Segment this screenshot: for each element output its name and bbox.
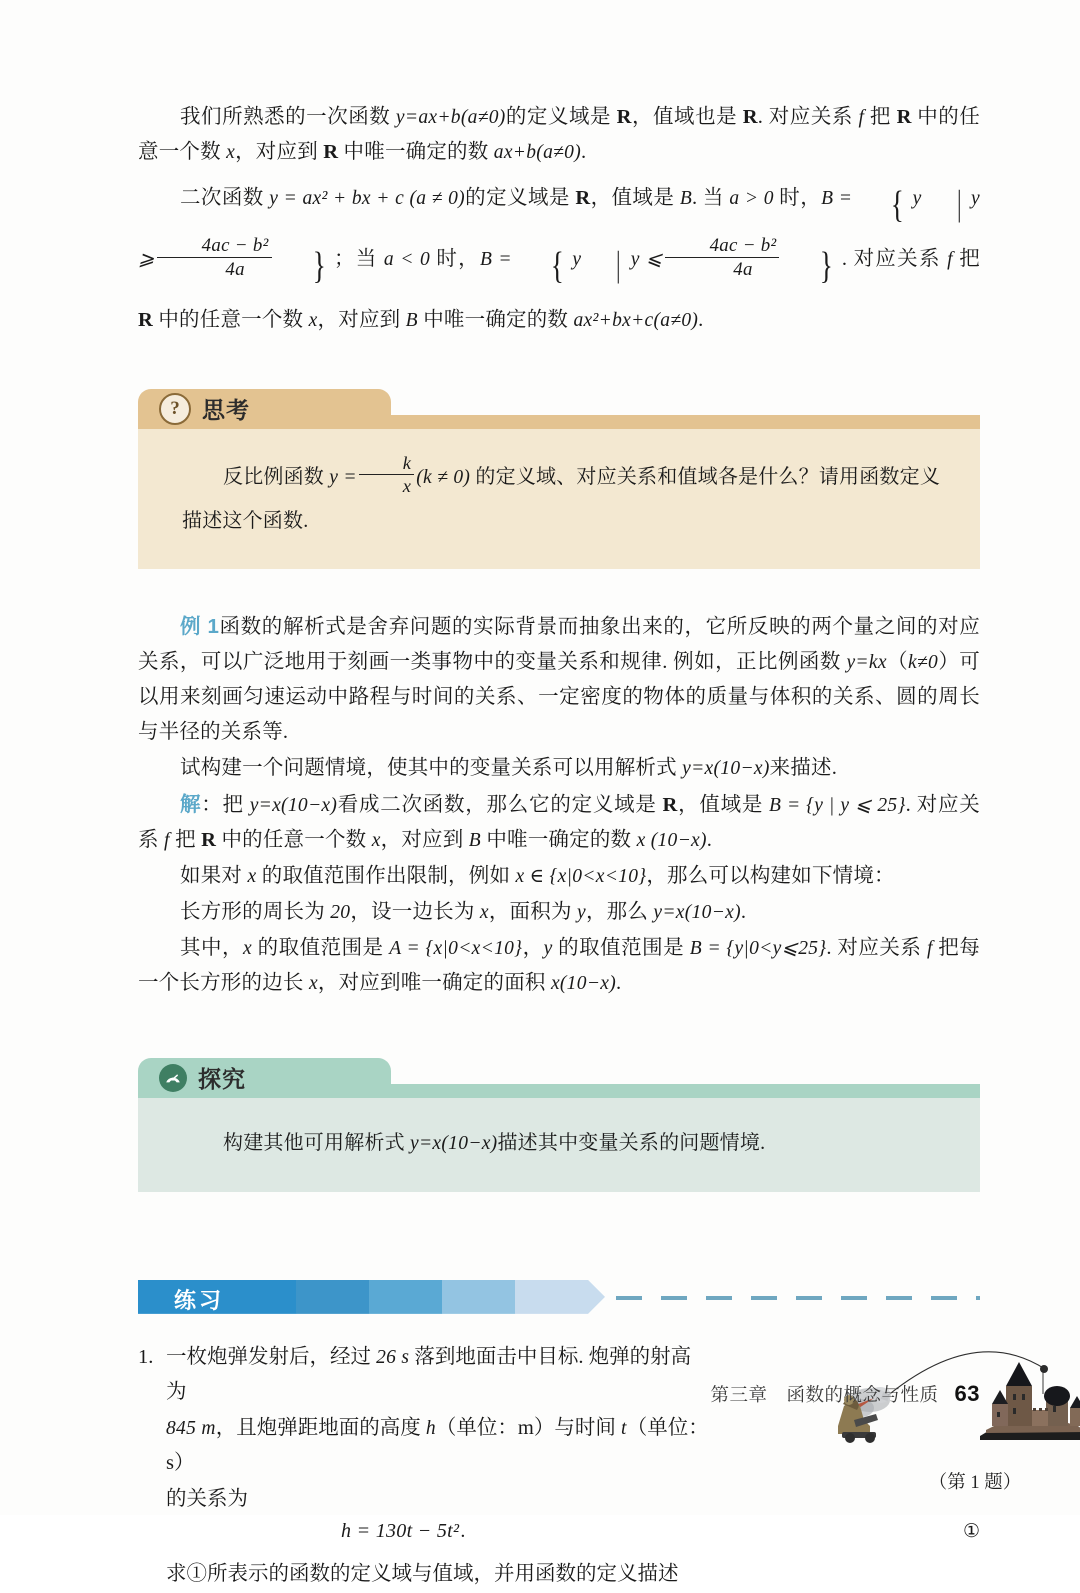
- exercise-dashed-line: [616, 1296, 980, 1300]
- example-paragraph-6: [138, 931, 980, 1001]
- set-divider-1: |: [956, 182, 962, 223]
- example-p3-math-3: x (10−x): [636, 829, 707, 851]
- example-p3-symbol-B: B: [468, 829, 481, 851]
- fraction-2-numerator: 4ac − b²: [665, 235, 780, 258]
- set2-relation: y ⩽: [630, 248, 663, 270]
- exercise-chevron-1: [138, 1280, 313, 1314]
- think-fraction-numerator: k: [359, 453, 414, 476]
- footer-page-number: 63: [954, 1381, 980, 1406]
- example-p4-text-a: 如果对: [180, 864, 248, 887]
- example-p3-symbol-x: x: [371, 829, 381, 851]
- intro-p2-symbol-B1: B: [679, 188, 693, 209]
- example-p6-math-1: A = {x|0<x<10}: [389, 937, 523, 959]
- exercise-list: [138, 1340, 1022, 1593]
- set1-variable: y: [912, 188, 922, 209]
- example-p3-text-a: ：把: [201, 793, 250, 816]
- example-p3-symbol-f: f: [164, 829, 170, 851]
- example-p5-symbol-x: x: [479, 901, 489, 923]
- example-p6-symbol-x: x: [243, 937, 252, 959]
- set-divider-2: |: [616, 243, 621, 284]
- example-p3-text-h: ，对应到: [380, 828, 469, 851]
- example-p6-text-i: .: [616, 971, 622, 994]
- ex1-text-b: 落到地面击中目标. 炮弹的射高为: [166, 1345, 692, 1404]
- example-p3-text-d: . 对应关系: [138, 793, 981, 851]
- intro-p1-symbol-f: f: [858, 107, 865, 128]
- example-p3-math-2: B = {y | y ⩽ 25}: [769, 794, 906, 816]
- example-p3-text-g: 中的任意一个数: [216, 828, 372, 851]
- intro-p2-symbol-B2: B =: [821, 188, 853, 209]
- example-p4-math: x ∈ {x|0<x<10}: [515, 865, 647, 887]
- intro-p2-symbol-B4: B: [405, 309, 418, 331]
- intro-p1-math-1: y=ax+b(a≠0): [395, 107, 506, 128]
- intro-paragraph-2: [138, 171, 980, 348]
- set-brace-open-2: {: [550, 244, 564, 287]
- example-p4-symbol-x: x: [247, 865, 257, 887]
- example-p3-text-j: .: [706, 828, 713, 851]
- exercise-equation: [341, 1520, 467, 1543]
- example-p6-symbol-x2: x: [308, 972, 318, 994]
- example-p6-text-e: . 对应关系: [826, 936, 927, 959]
- intro-p2-text-j: 中的任意一个数: [153, 308, 309, 331]
- intro-p2-text-m: .: [698, 308, 704, 331]
- intro-p2-symbol-f: f: [947, 248, 953, 270]
- exercise-equation-tag: ①: [962, 1521, 980, 1543]
- think-text-b: 的定义域、对应关系和值域各是什么？请用函数定义: [470, 465, 941, 488]
- set2-variable: y: [572, 248, 582, 270]
- exercise-equation-period: .: [460, 1520, 466, 1543]
- exercise-figure: [830, 1334, 1080, 1494]
- example-p1-math-1: y=kx: [846, 651, 887, 673]
- example-p5-text-d: ，那么: [585, 900, 654, 923]
- explore-text-a: 构建其他可用解析式: [223, 1131, 410, 1154]
- example-p3-text-b: 看成二次函数，那么它的定义域是: [337, 793, 663, 816]
- example-p6-symbol-f: f: [926, 937, 933, 959]
- example-p6-symbol-y: y: [543, 937, 553, 959]
- intro-p2-text-g: 时，: [430, 247, 480, 270]
- figure-caption: （第 1 题）: [928, 1472, 1022, 1493]
- ex1-text-c: ，且炮弹距地面的高度: [215, 1416, 426, 1439]
- fraction-1-numerator: 4ac − b²: [157, 235, 272, 258]
- example-paragraph-4: [138, 859, 980, 894]
- intro-p1-text-c: ，值域也是: [631, 106, 743, 128]
- example-p3-text-e: 把: [169, 828, 202, 851]
- ex1-text-f: 的关系为: [166, 1487, 248, 1510]
- explore-arch-icon: [159, 1064, 187, 1092]
- exercise-chevron-5: [515, 1280, 605, 1314]
- example-p5-text-c: ，面积为: [488, 900, 577, 923]
- ex1-symbol-t: t: [620, 1417, 627, 1439]
- ex1-text-d: （单位：m）与时间: [435, 1416, 621, 1439]
- exercise-banner: [138, 1274, 980, 1318]
- ex1-number-26s: 26 s: [376, 1346, 410, 1368]
- question-mark-icon: ?: [159, 393, 191, 425]
- spacer-before-exercise: [138, 1192, 980, 1248]
- example-p6-math-3: x(10−x): [550, 972, 616, 994]
- think-tab-header: [138, 389, 391, 429]
- ex1-text-a: 一枚炮弹发射后，经过: [166, 1345, 377, 1368]
- intro-p2-math-2: ax²+bx+c(a≠0): [573, 309, 699, 331]
- spacer-after-think-box: [138, 569, 980, 609]
- exercise-equation-text: h = 130t − 5t²: [341, 1520, 460, 1543]
- intro-p2-math-1: y = ax² + bx + c (a ≠ 0): [269, 188, 465, 209]
- example-p6-math-2: B = {y|0<y⩽25}: [689, 937, 827, 959]
- fraction-1: [155, 235, 274, 280]
- intro-p2-text-c: ，值域是: [590, 187, 680, 209]
- intro-p2-text-a: 二次函数: [180, 187, 270, 209]
- explore-text-b: 描述其中变量关系的问题情境.: [497, 1131, 766, 1154]
- intro-p2-text-h: . 对应关系: [841, 247, 948, 270]
- example-p5-symbol-y: y: [576, 901, 586, 923]
- solution-label: 解: [180, 792, 202, 816]
- exercise-equation-line: [166, 1520, 980, 1556]
- think-paragraph: [182, 453, 950, 499]
- example-p6-text-a: 其中，: [180, 936, 243, 959]
- explore-tab-header: [138, 1058, 391, 1098]
- intro-p1-text-e: 把: [864, 106, 897, 128]
- example-p3-math-1: y=x(10−x): [249, 794, 338, 816]
- explore-math: y=x(10−x): [410, 1132, 498, 1154]
- intro-paragraph-1: [138, 100, 980, 170]
- example-p2-text-b: 来描述.: [769, 756, 838, 779]
- example-p6-text-c: ，: [522, 936, 544, 959]
- intro-p1-symbol-R3: R: [896, 106, 912, 128]
- intro-p2-text-d: . 当: [692, 187, 730, 209]
- spacer-before-exercise-2: [138, 1248, 980, 1274]
- intro-p1-text-j: .: [581, 141, 587, 163]
- intro-p1-math-2: ax+b(a≠0): [493, 142, 581, 163]
- example-p6-text-g: 把每一个长方形的边长: [138, 936, 980, 994]
- think-equation: y =: [329, 466, 357, 488]
- page-footer: [711, 1381, 981, 1407]
- think-body: [138, 429, 980, 569]
- fraction-2-denominator: 4a: [733, 258, 753, 280]
- ex1-text-e: （单位：s）: [166, 1416, 709, 1475]
- example-p5-number: 20: [330, 901, 351, 923]
- set1-relation: y ⩾: [138, 188, 980, 270]
- intro-p1-text-b: 的定义域是: [505, 106, 617, 128]
- intro-p1-symbol-R2: R: [742, 106, 758, 128]
- set-brace-close-2: }: [820, 244, 834, 287]
- intro-p1-text-g: 中的任意一个数: [138, 106, 980, 163]
- spacer-before-explore-box: [138, 1002, 980, 1058]
- example-p5-text-a: 长方形的周长为: [180, 900, 331, 923]
- intro-p2-text-e: 时，: [773, 187, 822, 209]
- explore-callout-box: [138, 1058, 980, 1192]
- example-paragraph-2: [138, 751, 980, 786]
- intro-p2-text-i: 把: [952, 247, 980, 270]
- think-fraction: [357, 453, 416, 497]
- fraction-2: [663, 235, 782, 280]
- intro-p1-symbol-R1: R: [616, 106, 632, 128]
- example-p6-text-b: 的取值范围是: [251, 936, 390, 959]
- spacer-before-think-box: [138, 349, 980, 389]
- example-p3-symbol-R: R: [662, 793, 678, 816]
- intro-p2-text-k: ，对应到: [317, 308, 406, 331]
- think-callout-box: [138, 389, 980, 569]
- explore-paragraph: [182, 1122, 950, 1165]
- intro-p2-symbol-R1: R: [575, 187, 591, 209]
- ex1-number-845m: 845 m: [166, 1417, 216, 1439]
- ex1-symbol-h: h: [425, 1417, 436, 1439]
- example-p5-text-b: ，设一边长为: [350, 900, 480, 923]
- intro-p2-condition-2: a < 0: [383, 248, 430, 270]
- example-label: 例 1: [180, 614, 220, 638]
- example-p5-math: y=x(10−x): [653, 901, 741, 923]
- explore-title: 探究: [198, 1066, 246, 1093]
- exercise-item-text: [166, 1340, 711, 1518]
- intro-p2-text-l: 中唯一确定的数: [417, 308, 574, 331]
- think-fraction-denominator: x: [402, 476, 412, 497]
- intro-p1-symbol-R4: R: [323, 141, 339, 163]
- intro-p1-text-a: 我们所熟悉的一次函数: [180, 106, 396, 128]
- think-text-a: 反比例函数: [223, 465, 330, 488]
- example-paragraph-1: [138, 609, 980, 750]
- intro-p2-symbol-B3: B =: [479, 248, 512, 270]
- intro-p2-text-b: 的定义域是: [464, 187, 576, 209]
- explore-body: [138, 1098, 980, 1192]
- intro-p2-symbol-x: x: [308, 309, 318, 331]
- example-solution-paragraph: [138, 787, 980, 858]
- exercise-item-text-tail: 求①所表示的函数的定义域与值域，并用函数的定义描述: [166, 1563, 679, 1586]
- footer-chapter-title: 第三章 函数的概念与性质: [710, 1386, 939, 1406]
- exercise-item-number: 1.: [138, 1345, 154, 1368]
- set-brace-close-1: }: [312, 244, 326, 287]
- example-p3-symbol-R2: R: [201, 828, 217, 851]
- example-p1-text-a: 函数的解析式是舍弃问题的实际背景而抽象出来的，它所反映的两个量之间的对应关系，可以广泛地用于刻画一类事物中的变量关系和规律. 例如，正比例函数: [138, 615, 980, 673]
- example-p6-text-h: ，对应到唯一确定的面积: [317, 971, 551, 994]
- intro-p1-text-h: ，对应到: [235, 141, 324, 163]
- example-p3-text-c: ，值域是: [677, 793, 769, 816]
- example-p1-text-c: ）可以用来刻画匀速运动中路程与时间的关系、一定密度的物体的质量与体积的关系、圆的周长与半径的关系等.: [138, 650, 980, 743]
- intro-p2-condition-1: a > 0: [729, 188, 774, 209]
- exercise-banner-label: 练习: [174, 1287, 225, 1313]
- think-condition: (k ≠ 0): [416, 466, 471, 488]
- example-p3-text-i: 中唯一确定的数: [481, 828, 637, 851]
- example-p1-text-b: （: [886, 650, 909, 673]
- page-content: [138, 100, 1022, 1593]
- example-p2-text-a: 试构建一个问题情境，使其中的变量关系可以用解析式: [180, 756, 683, 779]
- example-p4-text-c: ，那么可以构建如下情境：: [646, 864, 895, 887]
- intro-p1-symbol-x: x: [226, 142, 236, 163]
- intro-p1-text-d: . 对应关系: [757, 106, 859, 128]
- example-p6-text-d: 的取值范围是: [552, 936, 690, 959]
- intro-p1-text-i: 中唯一确定的数: [338, 141, 494, 163]
- intro-p2-symbol-R2: R: [138, 308, 154, 331]
- example-p4-text-b: 的取值范围作出限制，例如: [256, 864, 516, 887]
- example-paragraph-5: [138, 895, 980, 930]
- set-brace-open-1: {: [890, 183, 905, 226]
- example-p5-text-e: .: [740, 900, 747, 923]
- think-title: 思考: [202, 397, 250, 424]
- example-p2-math: y=x(10−x): [682, 757, 770, 779]
- example-p1-math-2: k≠0: [908, 651, 939, 673]
- fraction-1-denominator: 4a: [225, 258, 245, 280]
- think-paragraph-line2: 描述这个函数.: [182, 509, 309, 532]
- intro-p2-text-f: ；当: [333, 247, 384, 270]
